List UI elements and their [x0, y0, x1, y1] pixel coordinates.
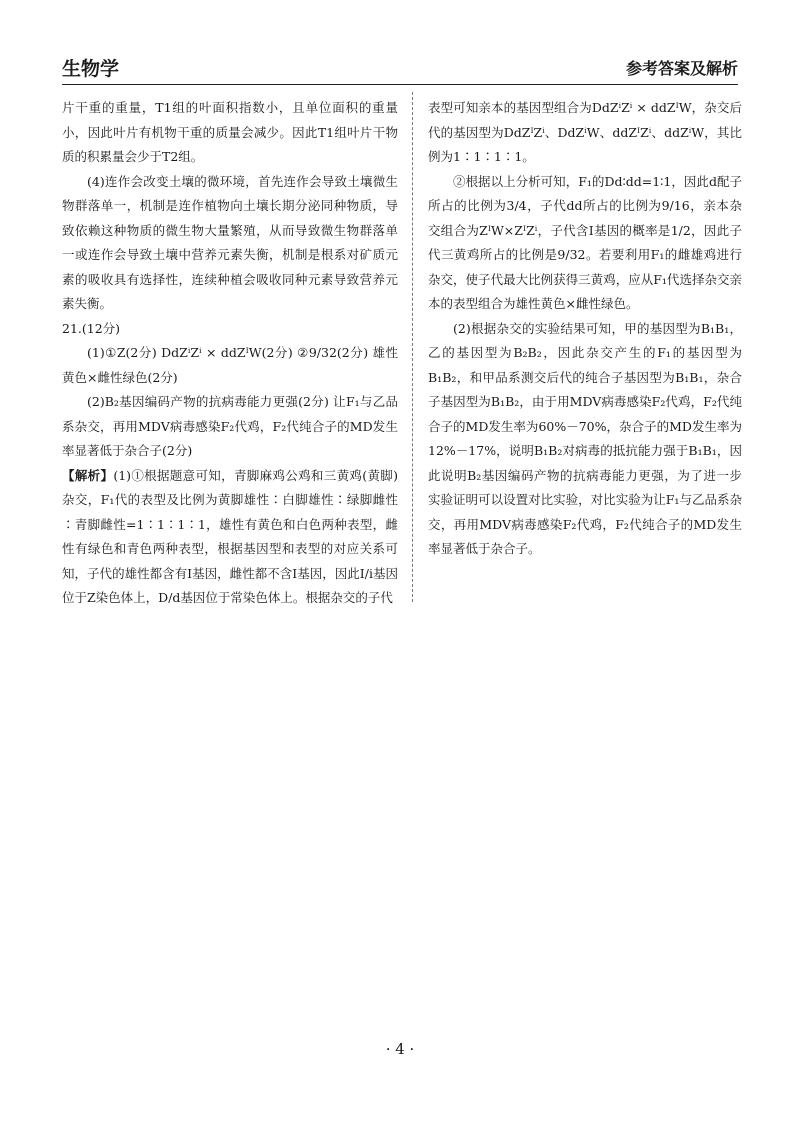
- left-paragraph-continuation: 片干重的重量，T1组的叶面积指数小，且单位面积的重量小，因此叶片有机物干重的质量会减少。因此T1组叶片干物质的积累量会少于T2组。: [62, 100, 398, 164]
- page-number: · 4 ·: [385, 1040, 415, 1058]
- question-21-heading: 21.(12分): [62, 320, 121, 336]
- analysis-label: 【解析】: [62, 467, 114, 483]
- right-paragraph-3: (2)根据杂交的实验结果可知，甲的基因型为B₁B₁，乙的基因型为B₂B₂，因此杂交产生的F₁的基因型为B₁B₂，和甲品系测交后代的纯合子基因型为B₁B₁，杂合子基因型为B₁B₂，由于用MDV病毒感染F₂代鸡，F₂代纯合子的MD发生率为60%－70%，杂合子的MD发生率为12%－17%，说明B₁B₂对病毒的抵抗能力强于B₁B₁，因此说明B₂基因编码产物的抗病毒能力更强，为了进一步实验证明可以设置对比实验，对比实验为让F₁与乙品系杂交，再用MDV病毒感染F₂代鸡，F₂代纯合子的MD发生率显著低于杂合子。: [428, 320, 742, 556]
- column-divider: [412, 92, 413, 602]
- page-header: [62, 50, 738, 85]
- right-column: [428, 96, 742, 562]
- right-paragraph-2: ②根据以上分析可知，F₁的Dd∶dd=1∶1，因此d配子所占的比例为3/4，子代dd所占的比例为9/16，亲本杂交组合为ZᴵW×ZᴵZⁱ，子代含I基因的概率是1/2，因此子代三黄鸡所占的比例是9/32。若要利用F₁的雌雄鸡进行杂交，使子代最大比例获得三黄鸡，应从F₁代选择杂交亲本的表型组合为雄性黄色×雌性绿色。: [428, 173, 742, 311]
- analysis-paragraph: [62, 464, 398, 611]
- answer-part-1: (1)①Z(2分) DdZⁱZⁱ × ddZᴵW(2分) ②9/32(2分) 雄性黄色×雌性绿色(2分): [62, 345, 398, 385]
- analysis-text: (1)①根据题意可知，青脚麻鸡公鸡和三黄鸡(黄脚)杂交，F₁代的表型及比例为黄脚雄性∶白脚雄性∶绿脚雌性∶青脚雌性=1∶1∶1∶1，雄性有黄色和白色两种表型，雌性有绿色和青色两种表型，根据基因型和表型的对应关系可知，子代的雄性都含有I基因，雌性都不含I基因，因此I/i基因位于Z染色体上，D/d基因位于常染色体上。根据杂交的子代: [62, 467, 398, 605]
- subject-title: 生物学: [62, 58, 120, 80]
- section-title: 参考答案及解析: [625, 59, 738, 78]
- answer-part-2: (2)B₂基因编码产物的抗病毒能力更强(2分) 让F₁与乙品系杂交，再用MDV病毒感染F₂代鸡，F₂代纯合子的MD发生率显著低于杂合子(2分): [62, 394, 398, 458]
- left-column: [62, 96, 398, 611]
- right-paragraph-continuation: 表型可知亲本的基因型组合为DdZⁱZⁱ × ddZᴵW，杂交后代的基因型为DdZᴵZⁱ、DdZⁱW、ddZᴵZⁱ、ddZⁱW，其比例为1∶1∶1∶1。: [428, 100, 742, 164]
- left-paragraph-4: (4)连作会改变土壤的微环境，首先连作会导致土壤微生物群落单一，机制是连作植物向土壤长期分泌同种物质，导致依赖这种物质的微生物大量繁殖，从而导致微生物群落单一或连作会导致土壤中营养元素失衡，机制是根系对矿质元素的吸收具有选择性，连续种植会吸收同种元素导致营养元素失衡。: [62, 173, 398, 311]
